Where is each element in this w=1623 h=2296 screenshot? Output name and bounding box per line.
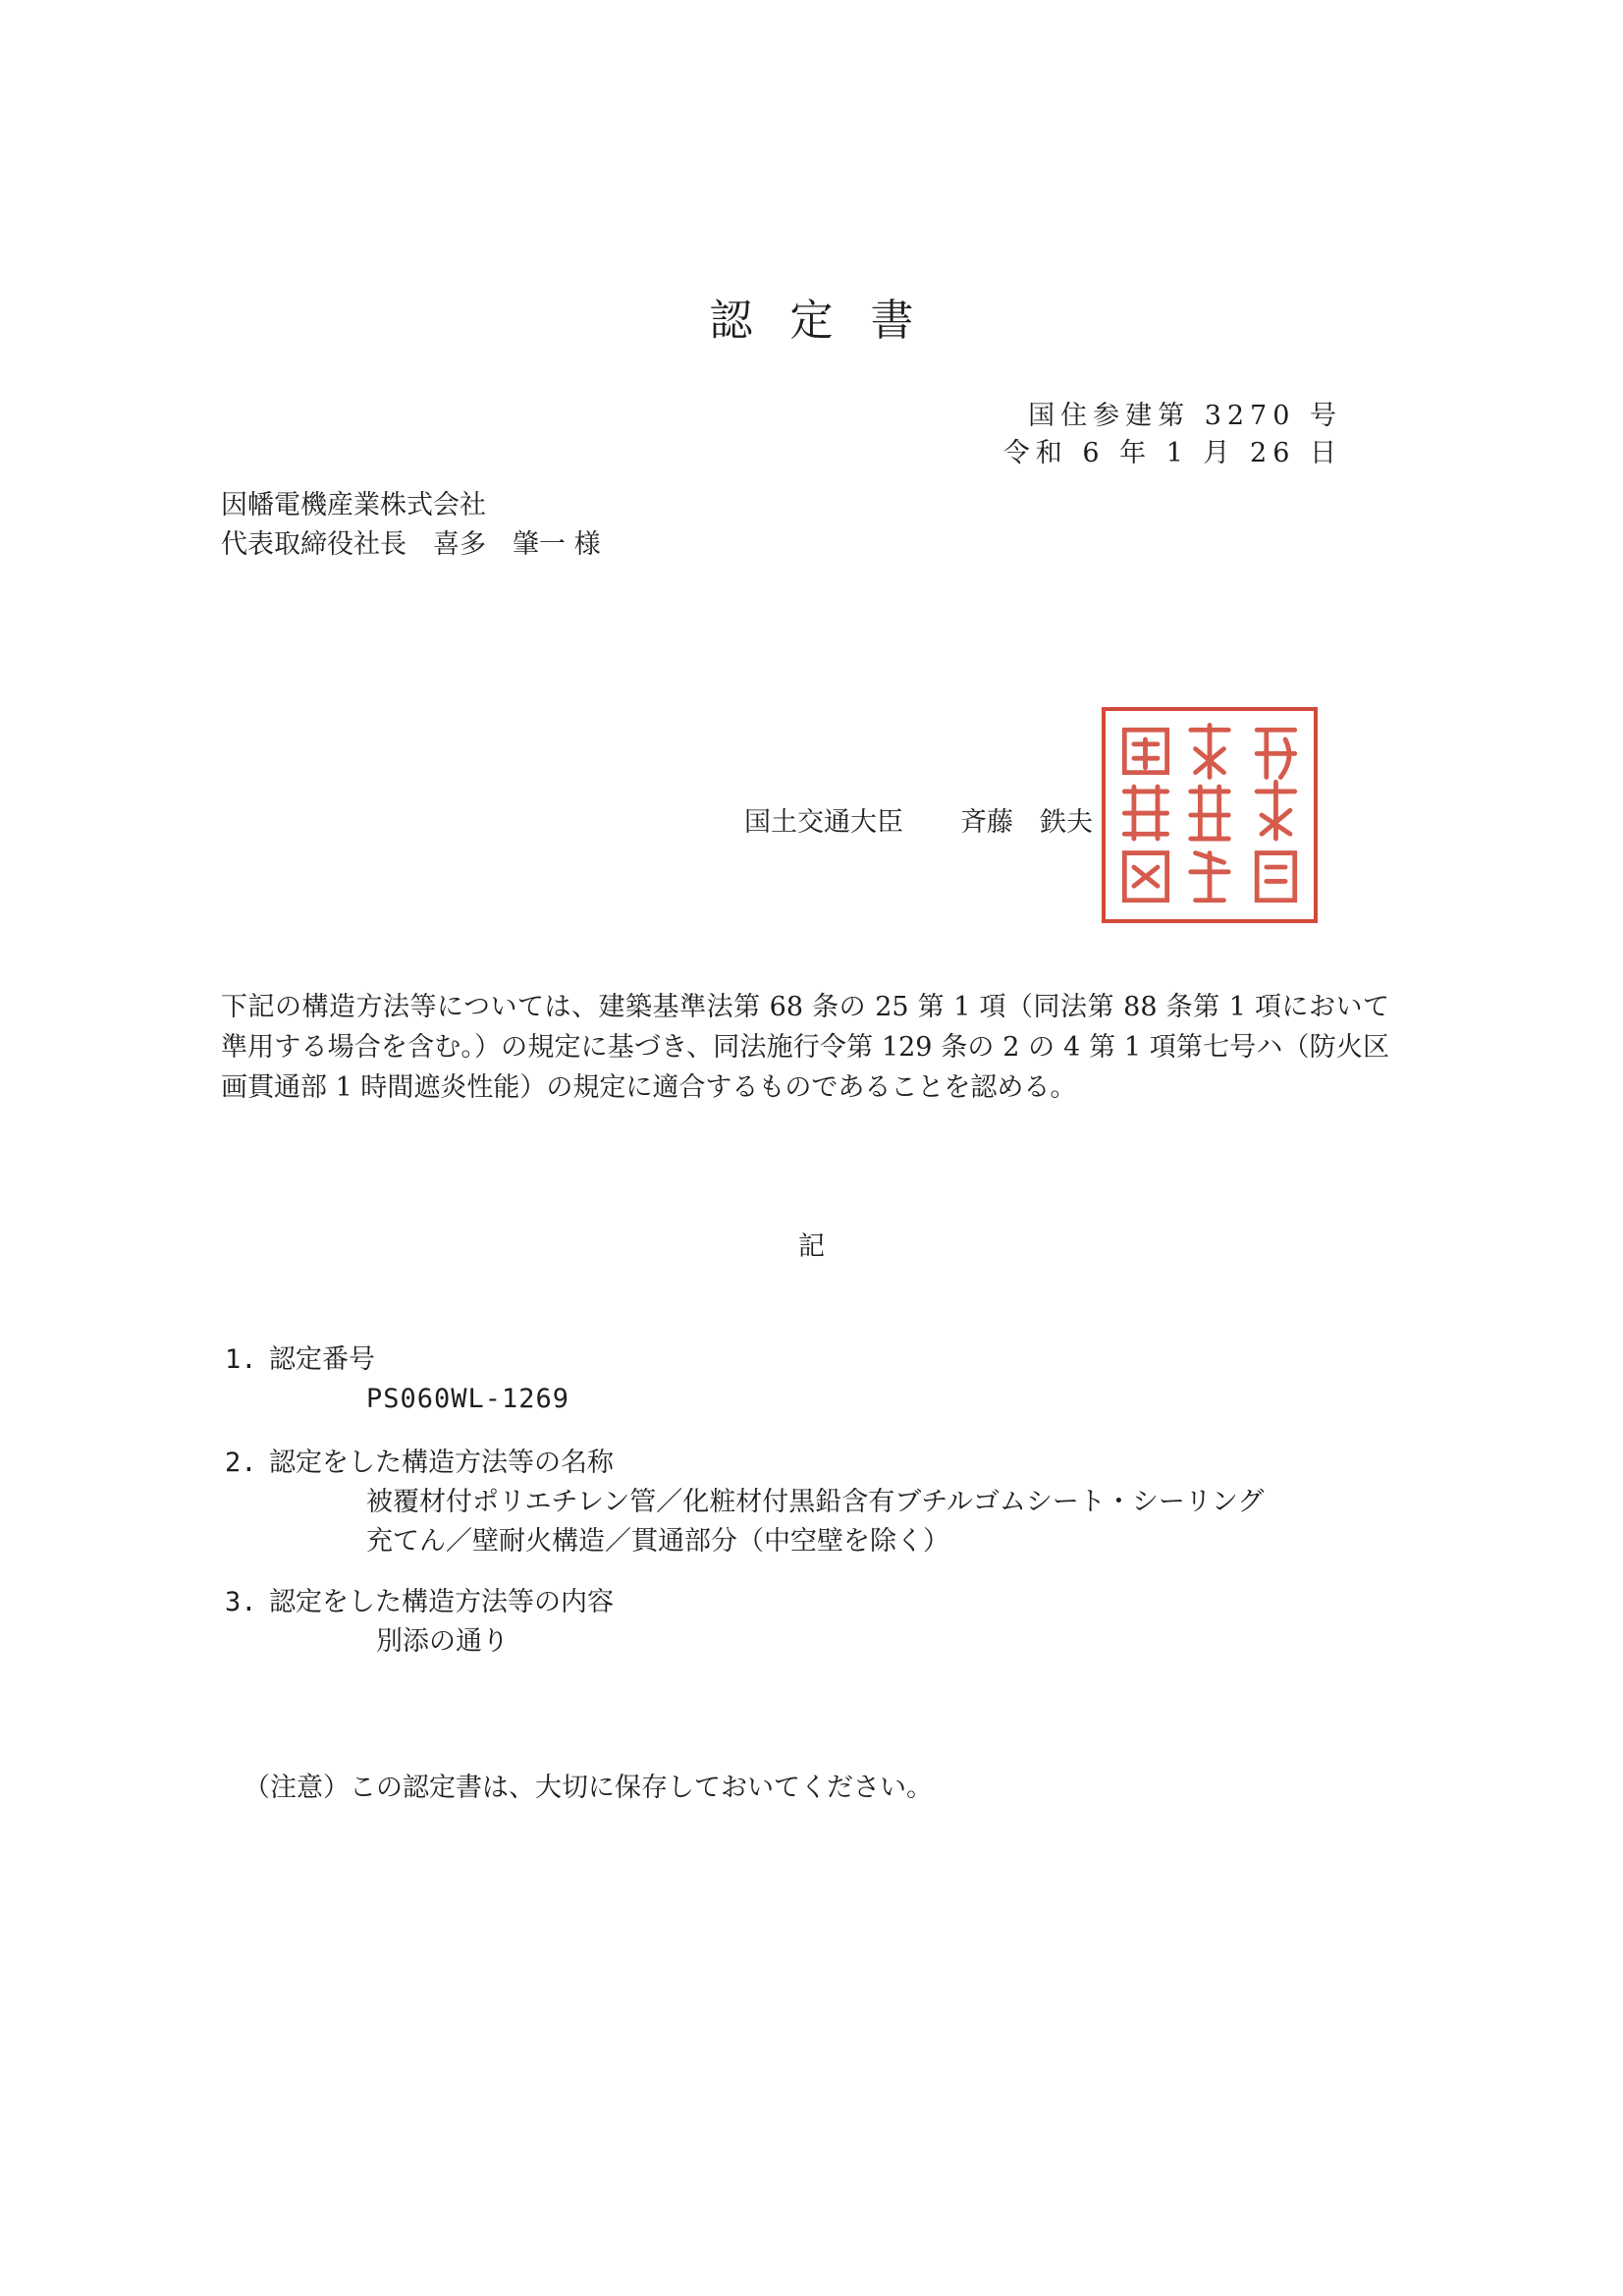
- certification-statement: 下記の構造方法等については、建築基準法第 68 条の 25 第 1 項（同法第 88 条第 1 項において準用する場合を含む。）の規定に基づき、同法施行令第 129 条の 2 の 4 第 1 項第七号ハ（防火区画貫通部 1 時間遮炎性能）の規定に適合するものであることを認める。: [221, 992, 1389, 1103]
- item-structure-name: [225, 1444, 1264, 1561]
- item-number: 3.: [225, 1587, 257, 1617]
- issuer-line: [744, 800, 1093, 839]
- issuer-position: 国土交通大臣: [744, 807, 903, 838]
- structure-content-value: 別添の通り: [376, 1626, 509, 1657]
- addressee-company: 因幡電機産業株式会社: [221, 490, 486, 520]
- document-reference: [1003, 398, 1342, 472]
- item-number: 1.: [225, 1344, 257, 1375]
- seal-stamp-icon: [1106, 711, 1314, 919]
- notice-text: （注意）この認定書は、大切に保存しておいてください。: [243, 1773, 933, 1803]
- structure-name-line-2: 充てん／壁耐火構造／貫通部分（中空壁を除く）: [366, 1526, 949, 1557]
- document-date: 令和 6 年 1 月 26 日: [1002, 438, 1342, 468]
- item-certification-number: [225, 1340, 569, 1419]
- structure-name-line-1: 被覆材付ポリエチレン管／化粧材付黒鉛含有ブチルゴムシート・シーリング: [366, 1487, 1265, 1517]
- certification-number-value: PS060WL-1269: [366, 1384, 570, 1414]
- addressee-representative: 代表取締役社長 喜多 肇一 様: [221, 529, 601, 560]
- item-number: 2.: [225, 1448, 257, 1478]
- document-number: 国住参建第 3270 号: [1028, 401, 1342, 431]
- issuer-name: 斉藤 鉄夫: [960, 807, 1093, 838]
- document-title: 認定書: [709, 296, 951, 346]
- item-structure-content: [225, 1583, 614, 1662]
- item-label: 認定番号: [269, 1344, 375, 1375]
- official-seal: [1102, 707, 1318, 923]
- addressee-block: [221, 486, 601, 565]
- record-heading: 記: [798, 1231, 825, 1262]
- item-label: 認定をした構造方法等の内容: [269, 1587, 614, 1617]
- item-label: 認定をした構造方法等の名称: [269, 1448, 614, 1478]
